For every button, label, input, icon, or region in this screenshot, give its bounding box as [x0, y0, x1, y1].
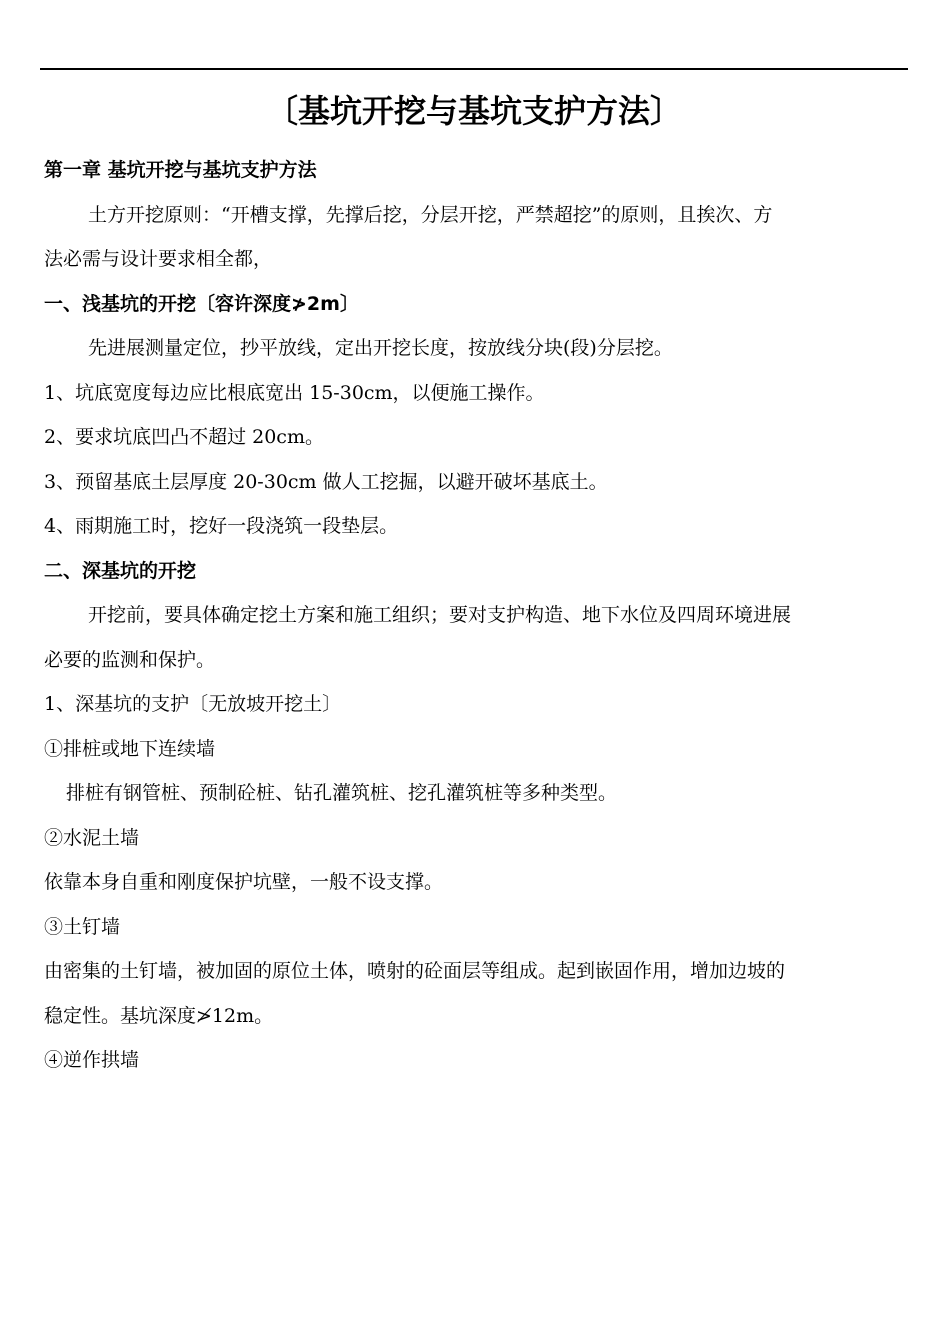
- section2-intro-line-2: 必要的监测和保护。: [44, 648, 216, 671]
- item3-heading: ③土钉墙: [44, 915, 121, 938]
- document-title: 〔基坑开挖与基坑支护方法〕: [265, 92, 682, 130]
- header-rule: [40, 68, 908, 70]
- list-item: 3、预留基底土层厚度 20-30cm 做人工挖掘，以避开破坏基底土。: [44, 470, 608, 493]
- document-body: [44, 148, 916, 1083]
- item1-heading: ①排桩或地下连续墙: [44, 737, 216, 760]
- list-item: 4、雨期施工时，挖好一段浇筑一段垫层。: [44, 515, 399, 537]
- section2-heading: 二、深基坑的开挖: [44, 559, 197, 582]
- item3-text-line-2: 稳定性。基坑深度≯12m。: [44, 1004, 274, 1027]
- intro-line-2: 法必需与设计要求相全都，: [44, 248, 273, 270]
- section2-intro-line-1: 开挖前，要具体确定挖土方案和施工组织；要对支护构造、地下水位及四周环境进展: [88, 604, 792, 626]
- item2-heading: ②水泥土墙: [44, 826, 140, 849]
- chapter-heading: 第一章 基坑开挖与基坑支护方法: [44, 159, 317, 181]
- support-heading: 1、深基坑的支护〔无放坡开挖土〕: [44, 693, 342, 715]
- section1-intro: 先进展测量定位，抄平放线，定出开挖长度，按放线分块(段)分层挖。: [88, 337, 673, 359]
- item1-text: 排桩有钢管桩、预制砼桩、钻孔灌筑桩、挖孔灌筑桩等多种类型。: [66, 782, 618, 804]
- item4-heading: ④逆作拱墙: [44, 1049, 140, 1071]
- intro-line-1: 土方开挖原则：“开槽支撑，先撑后挖，分层开挖，严禁超挖”的原则，且挨次、方: [88, 203, 773, 226]
- item3-text-line-1: 由密集的土钉墙，被加固的原位土体，喷射的砼面层等组成。起到嵌固作用，增加边坡的: [44, 960, 786, 982]
- list-item: 2、要求坑底凹凸不超过 20cm。: [44, 426, 324, 448]
- section1-heading: 一、浅基坑的开挖〔容许深度≯2m〕: [44, 292, 359, 315]
- item2-text: 依靠本身自重和刚度保护坑壁，一般不设支撑。: [44, 871, 444, 893]
- list-item: 1、坑底宽度每边应比根底宽出 15-30cm，以便施工操作。: [44, 381, 545, 404]
